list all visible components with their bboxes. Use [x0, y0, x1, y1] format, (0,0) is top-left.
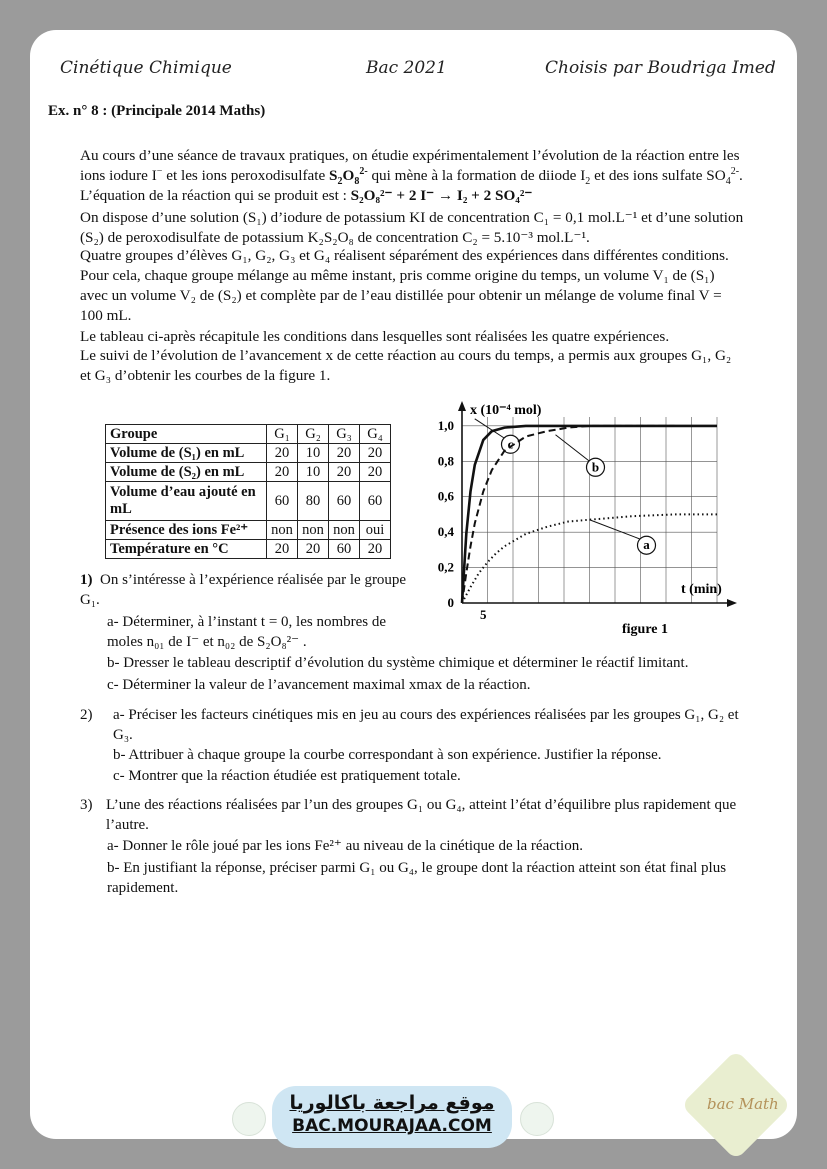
question-2c: c- Montrer que la réaction étudiée est pratiquement totale.: [113, 768, 461, 784]
question-1: 1) On s’intéresse à l’expérience réalisée par le groupe G₁.: [80, 572, 407, 608]
intro-paragraph-5: Le suivi de l’évolution de l’avancement x de cette réaction au cours du temps, a permis aux groupes G₁, G₂ et G₃ d’obtenir les courbes de la figure 1.: [80, 347, 732, 384]
table-cell: G₄: [360, 425, 391, 444]
table-cell: 60: [360, 482, 391, 521]
series-label-leader: [556, 435, 590, 462]
table-cell: G₁: [267, 425, 298, 444]
footer-url-link[interactable]: BAC.MOURAJAA.COM: [292, 1116, 492, 1136]
series-label: b: [591, 459, 600, 475]
header-left: Cinétique Chimique: [60, 58, 232, 78]
y-tick-label: 0: [447, 595, 454, 610]
x-axis-label: t (min): [681, 582, 722, 597]
intro-paragraph-3: Quatre groupes d’élèves G₁, G₂, G₃ et G₄ réalisent séparément des expériences dans différentes conditions. Pour cela, chaque groupe mélange au même instant, pris comme origine du temps, un volume V₁ de (S₁) avec un volume V₂ de (S₂) et complète par de l’eau distillée pour obtenir un mélange de volume final V = 100 mL.: [80, 247, 729, 324]
y-tick-label: 0,4: [437, 524, 454, 540]
footer-banner[interactable]: [272, 1086, 512, 1148]
question-1a: a- Déterminer, à l’instant t = 0, les nombres de moles n₀₁ de I⁻ et n₀₂ de S₂O₈²⁻ .: [107, 614, 387, 650]
question-1c: c- Déterminer la valeur de l’avancement maximal xmax de la réaction.: [107, 677, 531, 693]
figure-1-chart: [425, 395, 745, 640]
site-logo-icon: [232, 1102, 266, 1136]
table-cell: 60: [267, 482, 298, 521]
intro-paragraph-1: Au cours d’une séance de travaux pratiques, on étudie expérimentalement l’évolution de la réaction entre les ions iodure I− et les ions peroxodisulfate $S_2O_8^{2-}$ qui mène à la formation de diiode $I_2$ et des ions sulfate $SO_4^{2-}$. L’équation de la réaction qui se produit est : S₂O₈²⁻ + 2 I⁻ → I₂ + 2 SO₄²⁻: [80, 147, 743, 204]
header-right: Choisis par Boudriga Imed: [545, 58, 776, 78]
table-cell: 20: [360, 444, 391, 463]
table-cell: non: [329, 521, 360, 540]
y-axis-label: x (10⁻⁴ mol): [470, 403, 542, 418]
question-3-number: 3): [80, 797, 93, 813]
question-2-number: 2): [80, 707, 93, 723]
table-cell: Groupe: [106, 425, 267, 444]
table-row: [106, 463, 391, 482]
table-row: [106, 540, 391, 559]
intro-paragraph-4: Le tableau ci-après récapitule les conditions dans lesquelles sont réalisées les quatre expériences.: [80, 328, 670, 345]
header-center: Bac 2021: [366, 58, 447, 78]
question-3b: b- En justifiant la réponse, préciser parmi G₁ ou G₄, le groupe dont la réaction atteint son état final plus rapidement.: [107, 860, 727, 896]
table-cell: Volume de (S₂) en mL: [106, 463, 267, 482]
table-row: [106, 521, 391, 540]
y-tick-label: 0,8: [437, 453, 454, 469]
table-cell: 20: [329, 463, 360, 482]
table-cell: 10: [298, 463, 329, 482]
figure-caption: figure 1: [622, 622, 669, 637]
y-axis-arrow: [458, 401, 466, 411]
table-cell: 20: [360, 463, 391, 482]
intro-paragraph-2: On dispose d’une solution (S₁) d’iodure de potassium KI de concentration C₁ = 0,1 mol.L⁻¹ et d’une solution (S₂) de peroxodisulfate de potassium K₂S₂O₈ de concentration C₂ = 5.10⁻³ mol.L⁻¹.: [80, 209, 744, 246]
y-tick-label: 0,2: [437, 559, 454, 575]
table-cell: 20: [360, 540, 391, 559]
question-1b: b- Dresser le tableau descriptif d’évolution du système chimique et déterminer le réactif limitant.: [107, 655, 689, 671]
exercise-title: Ex. n° 8 : (Principale 2014 Maths): [48, 103, 266, 119]
question-3: L’une des réactions réalisées par l’un des groupes G₁ ou G₄, atteint l’état d’équilibre plus rapidement que l’autre.: [106, 797, 737, 833]
y-tick-label: 1,0: [437, 417, 454, 433]
table-cell: Présence des ions Fe²⁺: [106, 521, 267, 540]
table-row: [106, 444, 391, 463]
footer-arabic-title[interactable]: موقع مراجعة باكالوريا: [289, 1092, 495, 1114]
table-cell: Volume de (S₁) en mL: [106, 444, 267, 463]
table-cell: 20: [267, 444, 298, 463]
y-tick-label: 0,6: [437, 488, 454, 504]
conditions-table: [105, 424, 391, 559]
table-cell: 20: [267, 540, 298, 559]
series-label: c: [507, 436, 514, 452]
table-cell: 20: [329, 444, 360, 463]
x-tick-label: 5: [480, 607, 487, 622]
table-cell: 80: [298, 482, 329, 521]
table-cell: G₂: [298, 425, 329, 444]
table-cell: 10: [298, 444, 329, 463]
table-cell: 20: [298, 540, 329, 559]
site-logo-icon: [520, 1102, 554, 1136]
series-label: a: [643, 537, 650, 553]
table-cell: non: [298, 521, 329, 540]
x-axis-arrow: [727, 599, 737, 607]
table-cell: 20: [267, 463, 298, 482]
table-header-row: [106, 425, 391, 444]
table-cell: Volume d’eau ajouté en mL: [106, 482, 267, 521]
table-cell: Température en °C: [106, 540, 267, 559]
question-2b: b- Attribuer à chaque groupe la courbe correspondant à son expérience. Justifier la réponse.: [113, 747, 662, 763]
series-curve-b: [462, 426, 675, 603]
question-2a: a- Préciser les facteurs cinétiques mis en jeu au cours des expériences réalisées par les groupes G₁, G₂ et G₃.: [113, 707, 739, 743]
table-cell: oui: [360, 521, 391, 540]
table-cell: non: [267, 521, 298, 540]
reaction-equation: S₂O₈²⁻ + 2 I⁻ → I₂ + 2 SO₄²⁻: [350, 187, 533, 204]
question-3a: a- Donner le rôle joué par les ions Fe²⁺ au niveau de la cinétique de la réaction.: [107, 838, 583, 854]
table-cell: G₃: [329, 425, 360, 444]
table-row: [106, 482, 391, 521]
table-cell: 60: [329, 482, 360, 521]
table-cell: 60: [329, 540, 360, 559]
bac-math-logo-text: bac Math: [707, 1095, 779, 1113]
